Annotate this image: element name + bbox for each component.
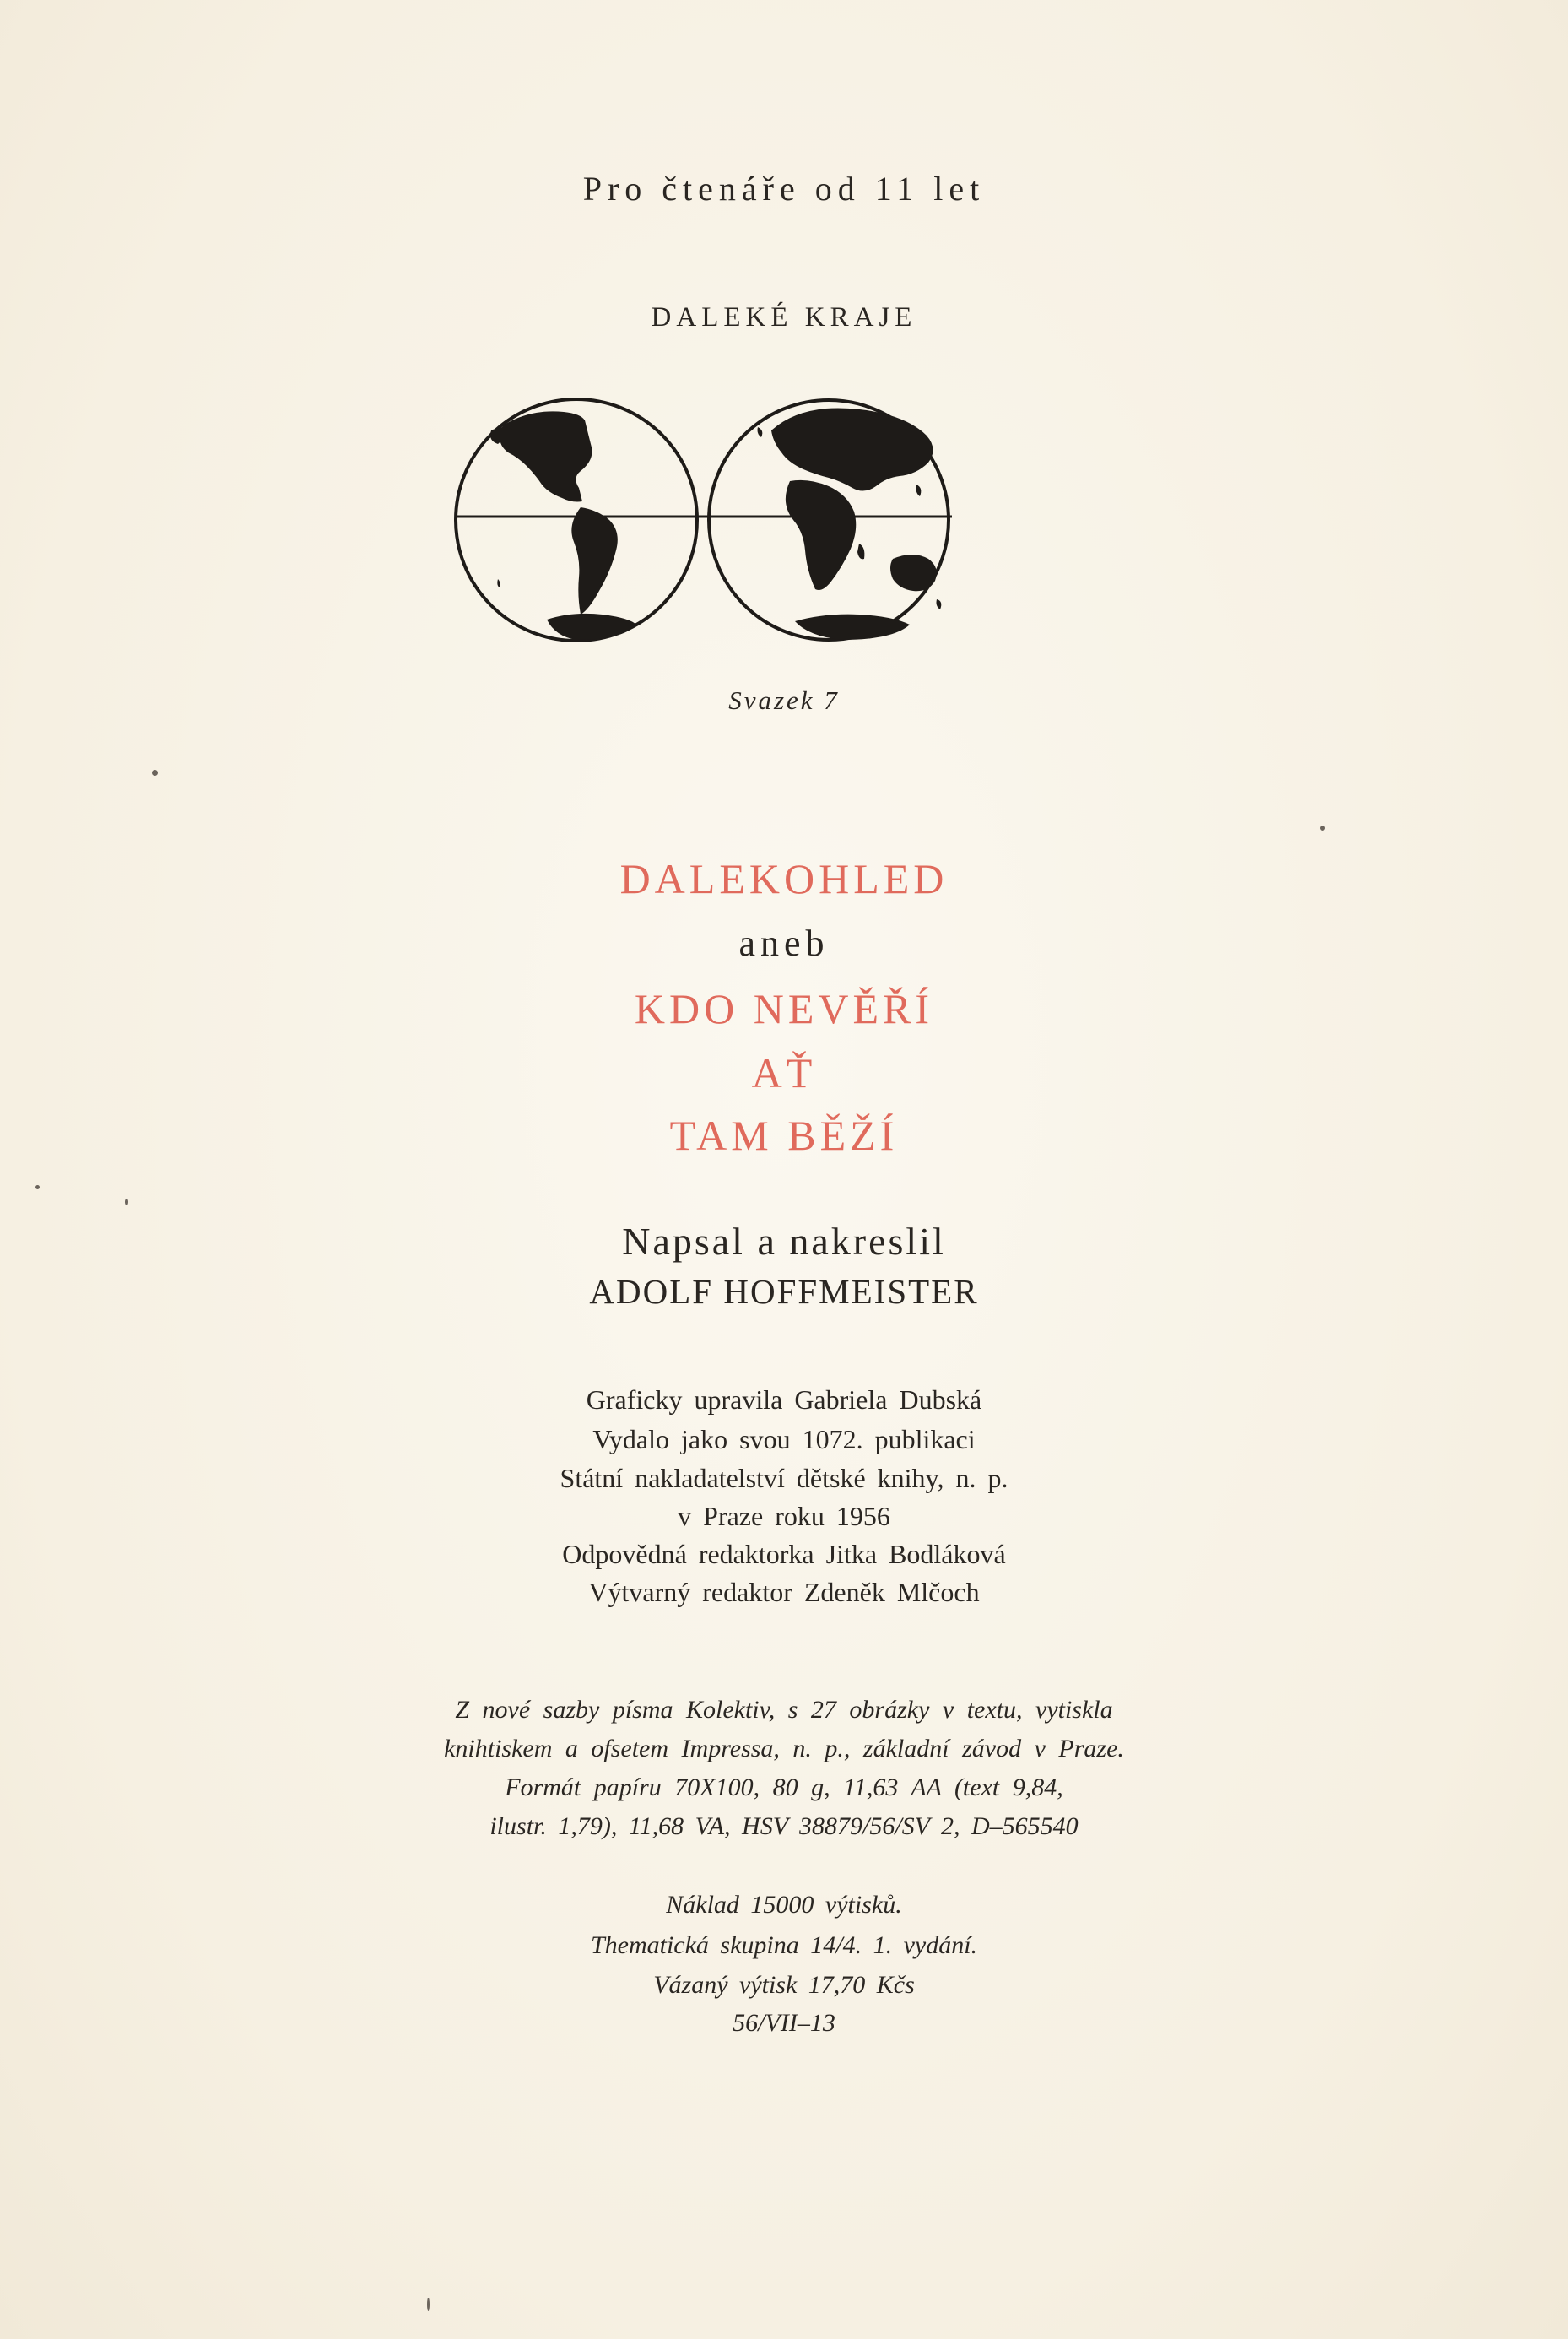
publication-line: Odpovědná redaktorka Jitka Bodláková xyxy=(562,1539,1006,1569)
world-globes-icon xyxy=(454,393,957,647)
paper-speck xyxy=(152,770,158,776)
volume-number: Svazek 7 xyxy=(728,685,840,715)
printing-line: Z nové sazby písma Kolektiv, s 27 obrázky v textu, vytiskla xyxy=(455,1696,1113,1724)
paper-speck xyxy=(125,1199,128,1205)
paper-speck xyxy=(427,2298,430,2311)
title-line-3: AŤ xyxy=(751,1049,817,1096)
printing-line: Formát papíru 70X100, 80 g, 11,63 AA (text 9,84, xyxy=(505,1773,1063,1801)
publication-line: Státní nakladatelství dětské knihy, n. p. xyxy=(560,1463,1008,1493)
author-name: ADOLF HOFFMEISTER xyxy=(589,1272,979,1311)
title-line-1: DALEKOHLED xyxy=(619,855,949,902)
printing-line: knihtiskem a ofsetem Impressa, n. p., základní závod v Praze. xyxy=(444,1735,1124,1762)
publication-line: v Praze roku 1956 xyxy=(678,1501,890,1531)
publication-line: Vydalo jako svou 1072. publikaci xyxy=(592,1424,976,1454)
title-line-4: TAM BĚŽÍ xyxy=(669,1112,899,1159)
series-title: DALEKÉ KRAJE xyxy=(651,302,917,333)
edition-line: Thematická skupina 14/4. 1. vydání. xyxy=(590,1931,978,1959)
paper-speck xyxy=(1320,826,1325,831)
publication-line: Výtvarný redaktor Zdeněk Mlčoch xyxy=(588,1577,980,1607)
title-line-2: KDO NEVĚŘÍ xyxy=(634,985,934,1032)
paper-speck xyxy=(35,1185,40,1189)
edition-line: Vázaný výtisk 17,70 Kčs xyxy=(653,1971,915,1999)
title-connector: aneb xyxy=(738,923,830,964)
author-credit: Napsal a nakreslil xyxy=(622,1220,946,1263)
publication-line: Graficky upravila Gabriela Dubská xyxy=(586,1384,982,1415)
age-note: Pro čtenáře od 11 let xyxy=(582,170,986,208)
edition-line: Náklad 15000 výtisků. xyxy=(666,1891,902,1919)
printing-line: ilustr. 1,79), 11,68 VA, HSV 38879/56/SV 2, D–565540 xyxy=(489,1812,1079,1840)
edition-line: 56/VII–13 xyxy=(733,2009,835,2037)
